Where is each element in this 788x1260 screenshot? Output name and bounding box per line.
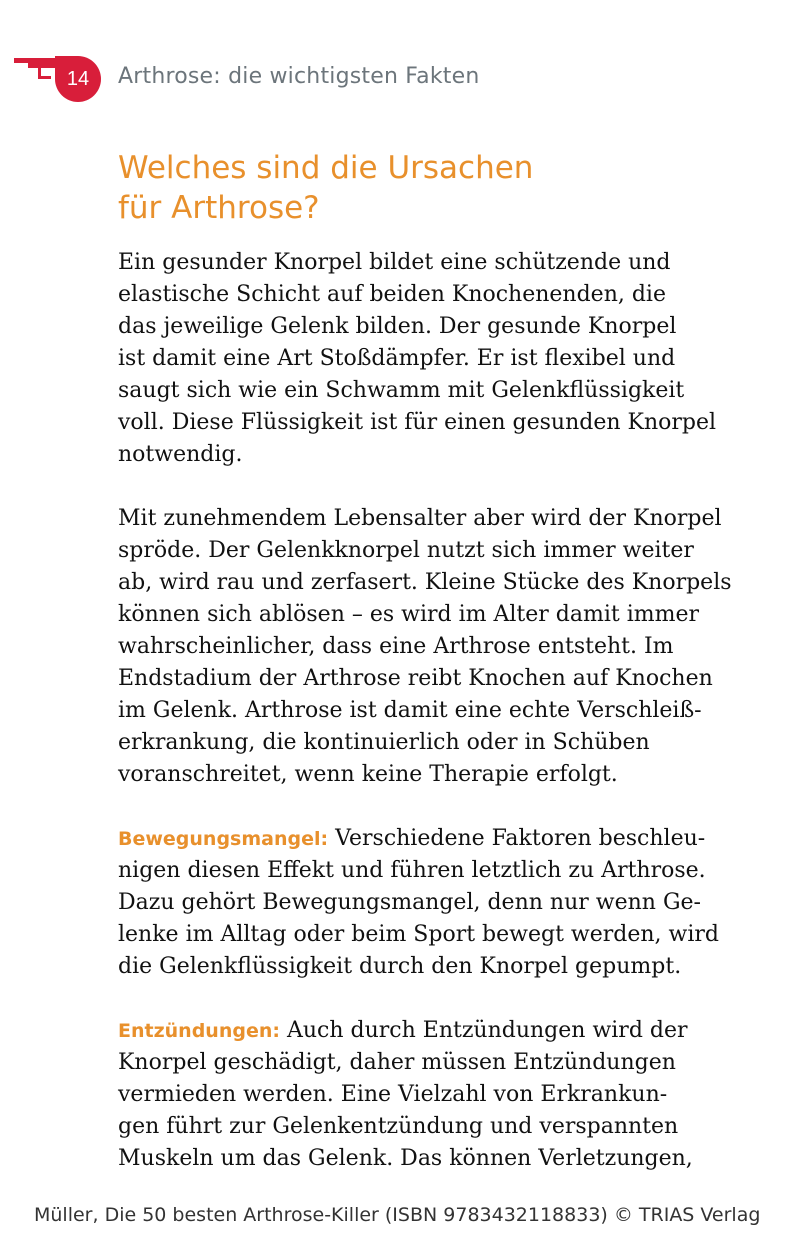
- paragraph: [118, 823, 718, 983]
- paragraph-line: können sich ablösen – es wird im Alter damit immer: [118, 602, 700, 627]
- heading-line: Welches sind die Ursachen: [118, 150, 534, 186]
- paragraph-line: Ein gesunder Knorpel bildet eine schützende und: [118, 250, 671, 275]
- paragraph-line: saugt sich wie ein Schwamm mit Gelenkflüssigkeit: [118, 378, 685, 403]
- paragraph-line: voranschreitet, wenn keine Therapie erfolgt.: [118, 762, 618, 787]
- keyword-label: Bewegungsmangel:: [118, 828, 329, 850]
- paragraph-line: Dazu gehört Bewegungsmangel, denn nur wenn Ge-: [118, 890, 701, 915]
- paragraph-line: das jeweilige Gelenk bilden. Der gesunde Knorpel: [118, 314, 677, 339]
- paragraph-line: ist damit eine Art Stoßdämpfer. Er ist flexibel und: [118, 346, 676, 371]
- paragraph-line: lenke im Alltag oder beim Sport bewegt werden, wird: [118, 922, 720, 947]
- line-text: Verschiedene Faktoren beschleu-: [328, 826, 706, 851]
- paragraph-line: ab, wird rau und zerfasert. Kleine Stücke des Knorpels: [118, 570, 732, 595]
- paragraph-line: voll. Diese Flüssigkeit ist für einen gesunden Knorpel: [118, 410, 717, 435]
- paragraph-line: gen führt zur Gelenkentzündung und verspannten: [118, 1114, 679, 1139]
- body-text: [118, 247, 732, 1207]
- paragraph: [118, 1015, 718, 1175]
- paragraph-line: Mit zunehmendem Lebensalter aber wird der Knorpel: [118, 506, 722, 531]
- paragraph: [118, 247, 718, 471]
- section-heading: [118, 148, 533, 228]
- paragraph-line: erkrankung, die kontinuierlich oder in Schüben: [118, 730, 650, 755]
- paragraph-line: elastische Schicht auf beiden Knochenenden, die: [118, 282, 666, 307]
- paragraph-line: im Gelenk. Arthrose ist damit eine echte Verschleiß-: [118, 698, 702, 723]
- paragraph-line: spröde. Der Gelenkknorpel nutzt sich immer weiter: [118, 538, 694, 563]
- paragraph-line: Endstadium der Arthrose reibt Knochen auf Knochen: [118, 666, 713, 691]
- page-number-badge: 14: [55, 56, 101, 102]
- paragraph-line: notwendig.: [118, 442, 243, 467]
- paragraph-line: vermieden werden. Eine Vielzahl von Erkrankun-: [118, 1082, 668, 1107]
- paragraph-line: die Gelenkflüssigkeit durch den Knorpel gepumpt.: [118, 954, 682, 979]
- heading-line: für Arthrose?: [118, 190, 320, 226]
- footer-citation: Müller, Die 50 besten Arthrose-Killer (ISBN 9783432118833) © TRIAS Verlag: [34, 1204, 761, 1226]
- paragraph-line: Muskeln um das Gelenk. Das können Verletzungen,: [118, 1146, 693, 1171]
- paragraph-line: wahrscheinlicher, dass eine Arthrose entsteht. Im: [118, 634, 674, 659]
- paragraph: [118, 503, 732, 791]
- paragraph-line: [118, 1015, 718, 1047]
- paragraph-line: Knorpel geschädigt, daher müssen Entzündungen: [118, 1050, 676, 1075]
- paragraph-line: [118, 823, 718, 855]
- paragraph-line: nigen diesen Effekt und führen letztlich zu Arthrose.: [118, 858, 706, 883]
- page-header: [0, 52, 788, 102]
- running-title: Arthrose: die wichtigsten Fakten: [118, 64, 480, 89]
- line-text: Auch durch Entzündungen wird der: [279, 1018, 688, 1043]
- keyword-label: Entzündungen:: [118, 1020, 280, 1042]
